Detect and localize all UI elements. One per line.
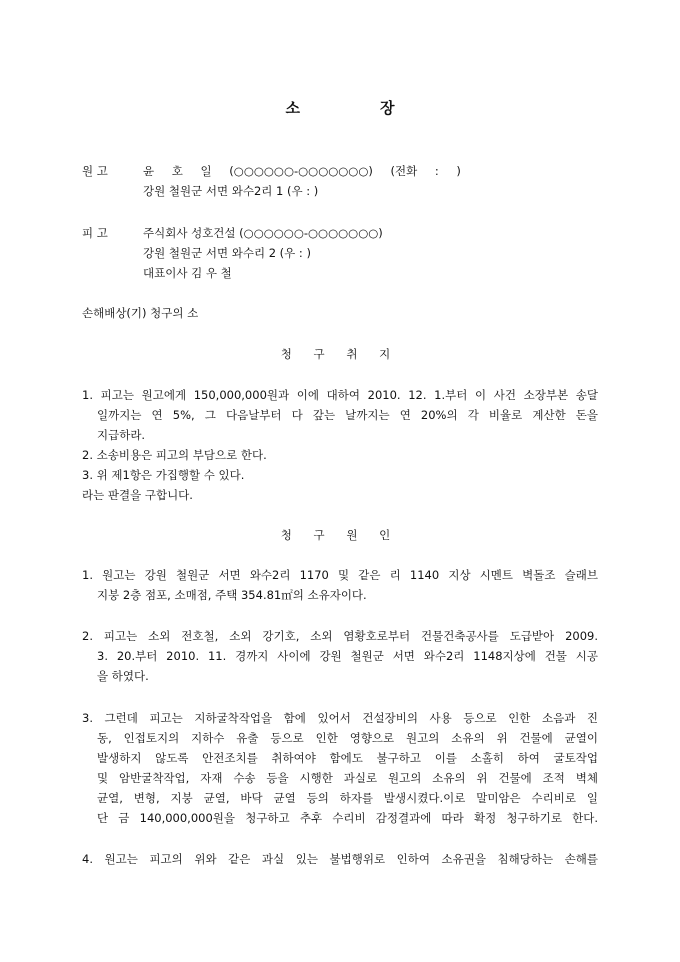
claim-cause-item2-line3: 을 하였다. [97, 669, 149, 683]
case-name: 손해배상(기) 청구의 소 [82, 306, 199, 320]
claim-cause-item3-line5: 균열, 변형, 지붕 균열, 바닥 균열 등의 하자를 발생시켰다.이로 말미암은 수리비로 일 [97, 791, 598, 805]
claim-purpose-item1-line2: 일까지는 연 5%, 그 다음날부터 다 갚는 날까지는 연 20%의 각 비율로 계산한 돈을 [97, 408, 598, 422]
defendant-representative: 대표이사 김 우 철 [143, 266, 232, 280]
plaintiff-address: 강원 철원군 서면 와수2리 1 (우 : ) [143, 184, 319, 198]
claim-cause-item1-line1: 1. 원고는 강원 철원군 서면 와수2리 1170 및 같은 리 1140 지상 시멘트 벽돌조 슬래브 [82, 568, 598, 582]
claim-cause-item3-line2: 동, 인접토지의 지하수 유출 등으로 인한 영향으로 원고의 소유의 위 건물에 균열이 [97, 731, 598, 745]
claim-purpose-heading: 청 구 취 지 [280, 347, 400, 361]
title-char-jang: 장 [380, 99, 395, 117]
title-char-so: 소 [285, 99, 300, 117]
claim-cause-item2-line1: 2. 피고는 소외 전호철, 소외 강기호, 소외 염황호로부터 건물건축공사를 도급받아 2009. [82, 629, 598, 643]
claim-cause-heading: 청 구 원 인 [280, 528, 400, 542]
claim-purpose-item2: 2. 소송비용은 피고의 부담으로 한다. [82, 448, 267, 462]
claim-cause-item4-line1: 4. 원고는 피고의 위와 같은 과실 있는 불법행위로 인하여 소유권을 침해당하는 손해를 [82, 852, 598, 866]
plaintiff-name-line: 윤 호 일 (○○○○○○-○○○○○○○) (전화 : ) [143, 164, 461, 178]
claim-cause-item2-line2: 3. 20.부터 2010. 11. 경까지 사이에 강원 철원군 서면 와수2리 1148지상에 건물 시공 [97, 649, 598, 663]
defendant-name-line: 주식회사 성호건설 (○○○○○○-○○○○○○○) [143, 226, 383, 240]
claim-cause-item3-line4: 및 암반굴착작업, 자재 수송 등을 시행한 과실로 원고의 소유의 위 건물에 조적 벽체 [97, 771, 598, 785]
document-title [0, 97, 680, 118]
claim-cause-item3-line3: 발생하지 않도록 안전조치를 취하여야 함에도 불구하고 이를 소홀히 하여 굴토작업 [97, 751, 598, 765]
claim-purpose-item1-line3: 지급하라. [97, 428, 146, 442]
defendant-label: 피 고 [82, 226, 108, 240]
defendant-address: 강원 철원군 서면 와수리 2 (우 : ) [143, 246, 311, 260]
claim-cause-item1-line2: 지붕 2층 점포, 소매점, 주택 354.81㎡의 소유자이다. [97, 588, 367, 602]
claim-cause-item3-line6: 단 금 140,000,000원을 청구하고 추후 수리비 감정결과에 따라 확정 청구하기로 한다. [97, 811, 598, 825]
claim-purpose-item3: 3. 위 제1항은 가집행할 수 있다. [82, 468, 245, 482]
claim-purpose-closing: 라는 판결을 구합니다. [82, 488, 193, 502]
plaintiff-label: 원 고 [82, 164, 108, 178]
claim-cause-item3-line1: 3. 그런데 피고는 지하굴착작업을 함에 있어서 건설장비의 사용 등으로 인한 소음과 진 [82, 711, 598, 725]
claim-purpose-item1-line1: 1. 피고는 원고에게 150,000,000원과 이에 대하여 2010. 12. 1.부터 이 사건 소장부본 송달 [82, 388, 598, 402]
